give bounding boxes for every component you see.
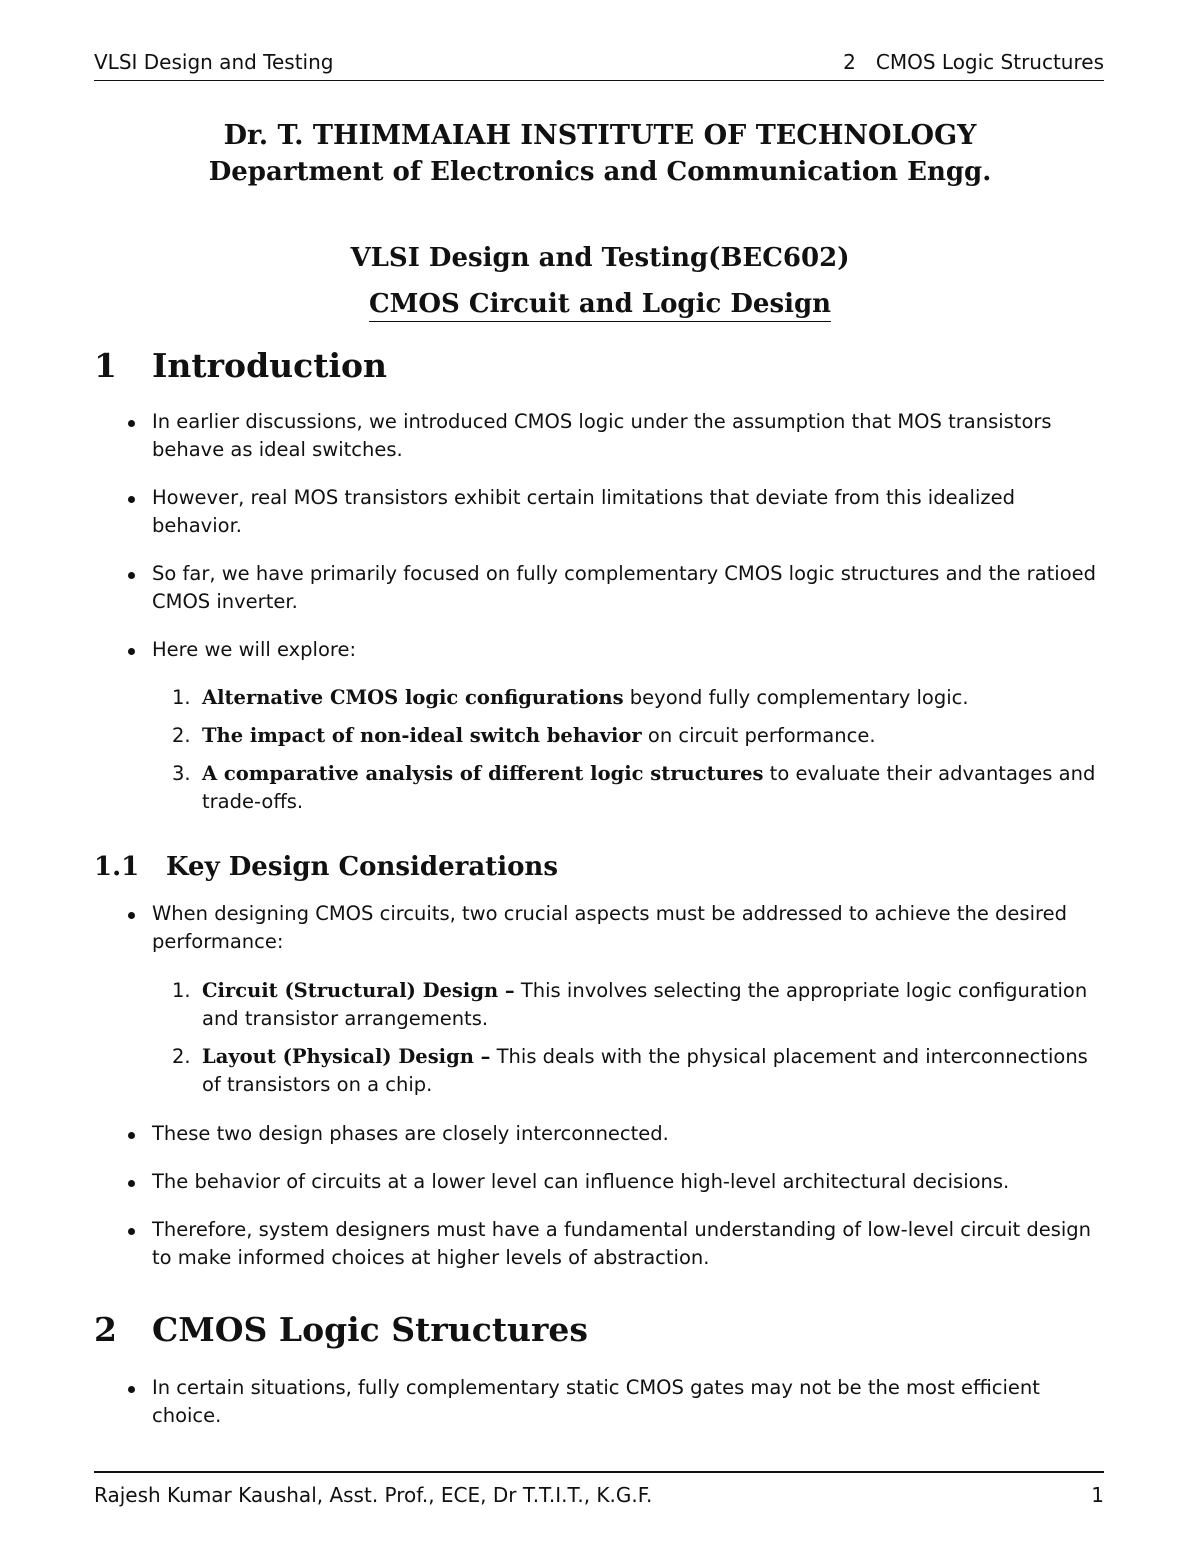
institute-name: Dr. T. THIMMAIAH INSTITUTE OF TECHNOLOGY <box>223 120 977 151</box>
header-course: VLSI Design and Testing <box>94 50 334 74</box>
bullet-icon <box>128 572 135 579</box>
bullet-item: In earlier discussions, we introduced CMOS logic under the assumption that MOS transistors behave as ideal switches. <box>152 408 1104 464</box>
bullet-item: Here we will explore: <box>152 636 1104 664</box>
bullet-icon <box>128 1228 135 1235</box>
bullet-item: However, real MOS transistors exhibit certain limitations that deviate from this idealized behavior. <box>152 484 1104 540</box>
topic-title: CMOS Circuit and Logic Design <box>369 287 831 322</box>
bullet-item: When designing CMOS circuits, two crucial aspects must be addressed to achieve the desired performance: <box>152 900 1104 956</box>
numbered-item: 2. The impact of non-ideal switch behavior on circuit performance. <box>172 724 876 747</box>
footer-author: Rajesh Kumar Kaushal, Asst. Prof., ECE, Dr T.T.I.T., K.G.F. <box>94 1483 653 1507</box>
bullet-item: These two design phases are closely interconnected. <box>152 1120 1104 1148</box>
header-section: 2 CMOS Logic Structures <box>843 50 1104 74</box>
bullet-icon <box>128 1180 135 1187</box>
bullet-icon <box>128 1132 135 1139</box>
title-block <box>0 118 1200 322</box>
section-number: 2 <box>94 1310 117 1349</box>
course-title: VLSI Design and Testing(BEC602) <box>350 243 850 273</box>
page-footer <box>94 1483 1104 1507</box>
bullet-icon <box>128 912 135 919</box>
bullet-item: The behavior of circuits at a lower level can influence high-level architectural decisions. <box>152 1168 1104 1196</box>
bullet-icon <box>128 1386 135 1393</box>
section-heading-cmos-logic <box>94 1310 588 1349</box>
subsection-heading-key-design <box>94 852 558 882</box>
numbered-item: 3. A comparative analysis of different logic structures to evaluate their advantages and trade-offs. <box>172 762 1096 813</box>
numbered-item: 1. Alternative CMOS logic configurations beyond fully complementary logic. <box>172 686 969 709</box>
bullet-item: Therefore, system designers must have a fundamental understanding of low-level circuit design to make informed choices at higher levels of abstraction. <box>152 1216 1104 1272</box>
subsection-number: 1.1 <box>94 852 140 882</box>
footer-rule <box>94 1471 1104 1473</box>
bullet-icon <box>128 648 135 655</box>
section-title: Introduction <box>152 346 388 385</box>
department-name: Department of Electronics and Communication Engg. <box>208 157 992 187</box>
subsection-title: Key Design Considerations <box>166 852 558 882</box>
bullet-item: In certain situations, fully complementary static CMOS gates may not be the most efficient choice. <box>152 1374 1104 1430</box>
section-heading-introduction <box>94 346 387 385</box>
bullet-item: So far, we have primarily focused on fully complementary CMOS logic structures and the ratioed CMOS inverter. <box>152 560 1104 616</box>
page-number: 1 <box>1091 1483 1104 1507</box>
bullet-icon <box>128 420 135 427</box>
numbered-item: 2. Layout (Physical) Design – This deals with the physical placement and interconnections of transistors on a chip. <box>172 1045 1088 1096</box>
header-rule <box>94 80 1104 81</box>
bullet-icon <box>128 496 135 503</box>
numbered-item: 1. Circuit (Structural) Design – This involves selecting the appropriate logic configuration and transistor arrangements. <box>172 979 1088 1030</box>
running-header <box>94 50 1104 80</box>
section-title: CMOS Logic Structures <box>152 1310 589 1349</box>
section-number: 1 <box>94 346 117 385</box>
